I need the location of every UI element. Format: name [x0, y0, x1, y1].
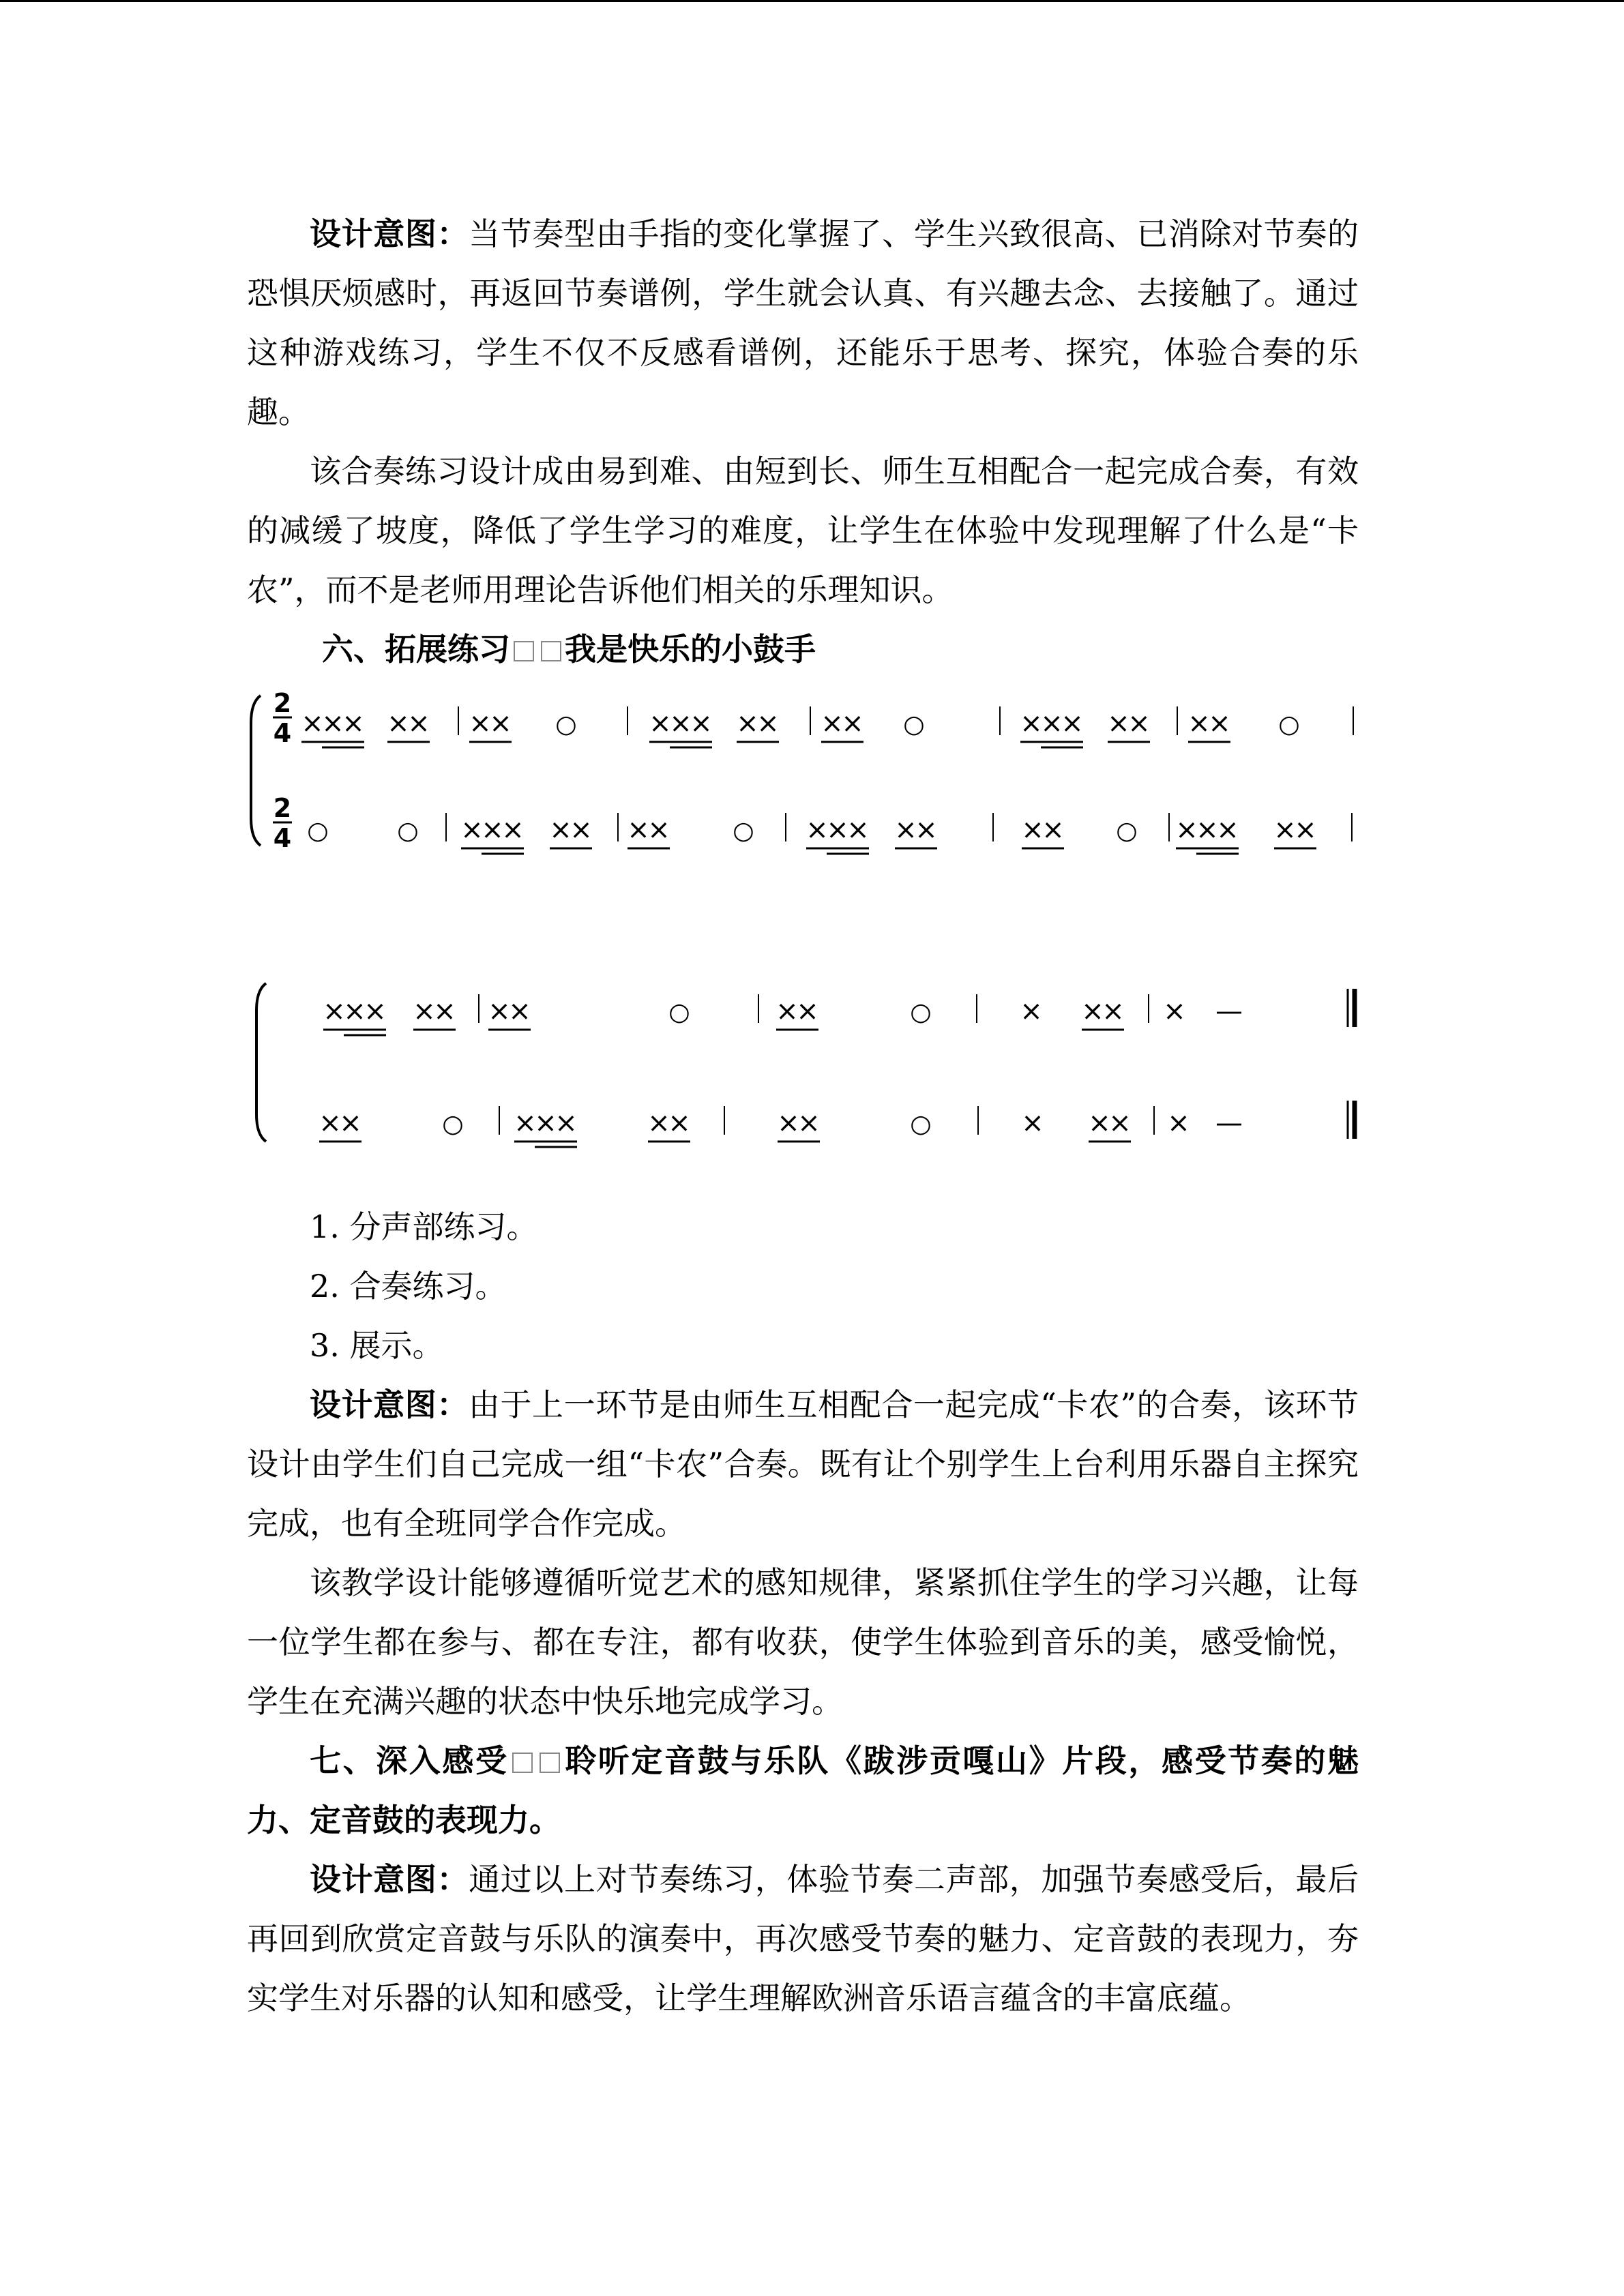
rhythm-note-x: × [647, 814, 670, 846]
time-signature-bottom: 4 [273, 718, 292, 748]
list-item: 1. 分声部练习。 [310, 1208, 538, 1245]
design-intent-paragraph-2 [247, 1375, 1359, 1553]
rhythm-note-x: × [321, 708, 344, 739]
rhythm-note-x: × [826, 814, 849, 846]
rhythm-note-x: × [488, 996, 511, 1027]
rhythm-note-x: × [364, 996, 387, 1027]
rhythm-note-x: × [1021, 1107, 1044, 1139]
design-intent-paragraph-1 [247, 205, 1359, 442]
rhythm-note-x: × [776, 996, 799, 1027]
rhythm-rest: ○ [910, 1110, 932, 1138]
canon-explanation-paragraph: 该合奏练习设计成由易到难、由短到长、师生互相配合一起完成合奏，有效的减缓了坡度，降低了学生学习的难度，让学生在体验中发现理解了什么是“卡农”，而不是老师用理论告诉他们相关的乐理知识。 [247, 453, 1359, 608]
rhythm-dash: — [1215, 996, 1243, 1027]
rhythm-note-x: × [1127, 708, 1151, 739]
heading-prefix: 六、拓展练习 [322, 631, 510, 668]
rhythm-rest: ○ [442, 1110, 464, 1138]
list-item: 3. 展示。 [310, 1327, 444, 1364]
rhythm-note-x: × [1102, 996, 1125, 1027]
practice-list [247, 1197, 1359, 1375]
rhythm-note-x: × [433, 996, 456, 1027]
rhythm-note-x: × [1108, 1107, 1132, 1139]
rhythm-note-x: × [1167, 1107, 1190, 1139]
design-intent-label: 设计意图： [310, 215, 469, 252]
rhythm-note-x: × [796, 996, 819, 1027]
rhythm-note-x: × [1175, 814, 1198, 846]
rhythm-note-x: × [1021, 814, 1044, 846]
rhythm-note-x: × [668, 1107, 691, 1139]
rhythm-note-x: × [647, 1107, 670, 1139]
rhythm-rest: ○ [903, 711, 925, 739]
design-intent-paragraph-3 [247, 1850, 1359, 2028]
rhythm-dash: — [1215, 1107, 1243, 1139]
paragraph-text: 由于上一环节是由师生互相配合一起完成“卡农”的合奏，该环节设计由学生们自己完成一组“卡农”合奏。既有让个别学生上台利用乐器自主探究完成，也有全班同学合作完成。 [247, 1386, 1359, 1542]
rhythm-note-x: × [501, 814, 525, 846]
rhythm-note-x: × [301, 708, 324, 739]
rhythm-note-x: × [821, 708, 844, 739]
rhythm-note-x: × [339, 1107, 362, 1139]
rhythm-rest: ○ [733, 817, 754, 845]
time-signature-top: 2 [273, 688, 292, 718]
missing-glyph-box [514, 641, 534, 661]
rhythm-note-x: × [627, 814, 650, 846]
rhythm-note-x: × [514, 1107, 537, 1139]
design-intent-label: 设计意图： [310, 1861, 469, 1898]
missing-glyph-box [540, 1753, 560, 1773]
rhythm-note-x: × [319, 1107, 342, 1139]
page-top-border [0, 0, 1624, 2]
rhythm-note-x: × [894, 814, 917, 846]
rhythm-note-x: × [534, 1107, 557, 1139]
rhythm-note-x: × [1216, 814, 1239, 846]
paragraph-text: 通过以上对节奏练习，体验节奏二声部，加强节奏感受后，最后再回到欣赏定音鼓与乐队的演奏中，再次感受节奏的魅力、定音鼓的表现力，夯实学生对乐器的认知和感受，让学生理解欧洲音乐语言蕴含的丰富底蕴。 [247, 1861, 1359, 2016]
rhythm-note-x: × [841, 708, 864, 739]
rhythm-note-x: × [342, 708, 365, 739]
rhythm-note-x: × [469, 708, 492, 739]
rhythm-note-x: × [669, 708, 692, 739]
rhythm-note-x: × [1163, 996, 1186, 1027]
rhythm-note-x: × [489, 708, 512, 739]
rhythm-note-x: × [756, 708, 780, 739]
rhythm-note-x: × [1196, 814, 1219, 846]
rhythm-note-x: × [323, 996, 346, 1027]
missing-glyph-box [541, 641, 561, 661]
document-page [247, 205, 1359, 2028]
teaching-design-paragraph: 该教学设计能够遵循听觉艺术的感知规律，紧紧抓住学生的学习兴趣，让每一位学生都在参与、都在专注，都有收获，使学生体验到音乐的美，感受愉悦，学生在充满兴趣的状态中快乐地完成学习。 [247, 1564, 1359, 1720]
section-heading-7 [247, 1731, 1359, 1850]
rhythm-note-x: × [555, 1107, 578, 1139]
rhythm-note-x: × [460, 814, 484, 846]
rhythm-note-x: × [1061, 708, 1084, 739]
rhythm-note-x: × [1040, 708, 1063, 739]
rhythm-rest: ○ [668, 998, 690, 1026]
rhythm-note-x: × [387, 708, 410, 739]
rhythm-note-x: × [1088, 1107, 1111, 1139]
rhythm-note-x: × [797, 1107, 821, 1139]
rhythm-note-x: × [1020, 996, 1043, 1027]
rhythm-note-x: × [1042, 814, 1065, 846]
rhythm-rest: ○ [1278, 711, 1300, 739]
section-heading-6 [247, 620, 1359, 679]
rhythm-note-x: × [1187, 708, 1211, 739]
rhythm-note-x: × [806, 814, 829, 846]
rhythm-note-x: × [570, 814, 593, 846]
rhythm-note-x: × [508, 996, 531, 1027]
rhythm-rest: ○ [910, 998, 932, 1026]
rhythm-note-x: × [413, 996, 436, 1027]
rhythm-rest: ○ [397, 817, 419, 845]
rhythm-note-x: × [846, 814, 870, 846]
design-intent-label: 设计意图： [310, 1386, 469, 1423]
rhythm-rest: ○ [555, 711, 577, 739]
rhythm-score-svg [247, 686, 1359, 1197]
rhythm-note-x: × [481, 814, 504, 846]
missing-glyph-box [512, 1753, 533, 1773]
time-signature-bottom: 4 [273, 823, 292, 853]
rhythm-note-x: × [915, 814, 938, 846]
rhythm-note-x: × [1294, 814, 1317, 846]
rhythm-note-x: × [690, 708, 713, 739]
heading-suffix: 聆听定音鼓与乐队《跋涉贡嘎山》片段，感受节奏的魅力、定音鼓的表现力。 [247, 1742, 1359, 1838]
rhythm-note-x: × [1273, 814, 1297, 846]
rhythm-rest: ○ [1116, 817, 1138, 845]
rhythm-note-x: × [736, 708, 759, 739]
rhythm-score [247, 686, 1359, 1197]
score-bracket [251, 696, 261, 846]
time-signature-top: 2 [273, 793, 292, 823]
rhythm-note-x: × [649, 708, 672, 739]
rhythm-note-x: × [343, 996, 366, 1027]
rhythm-rest: ○ [307, 817, 329, 845]
rhythm-note-x: × [1081, 996, 1104, 1027]
rhythm-note-x: × [777, 1107, 800, 1139]
rhythm-note-x: × [549, 814, 572, 846]
heading-prefix: 七、深入感受 [310, 1742, 509, 1779]
rhythm-note-x: × [1107, 708, 1130, 739]
rhythm-note-x: × [1020, 708, 1043, 739]
rhythm-note-x: × [407, 708, 430, 739]
list-item: 2. 合奏练习。 [310, 1268, 507, 1304]
heading-suffix: 我是快乐的小鼓手 [565, 631, 816, 668]
score-bracket [256, 983, 266, 1142]
paragraph-text: 当节奏型由手指的变化掌握了、学生兴致很高、已消除对节奏的恐惧厌烦感时，再返回节奏谱例，学生就会认真、有兴趣去念、去接触了。通过这种游戏练习，学生不仅不反感看谱例，还能乐于思考、探究，体验合奏的乐趣。 [247, 215, 1359, 430]
rhythm-note-x: × [1208, 708, 1231, 739]
